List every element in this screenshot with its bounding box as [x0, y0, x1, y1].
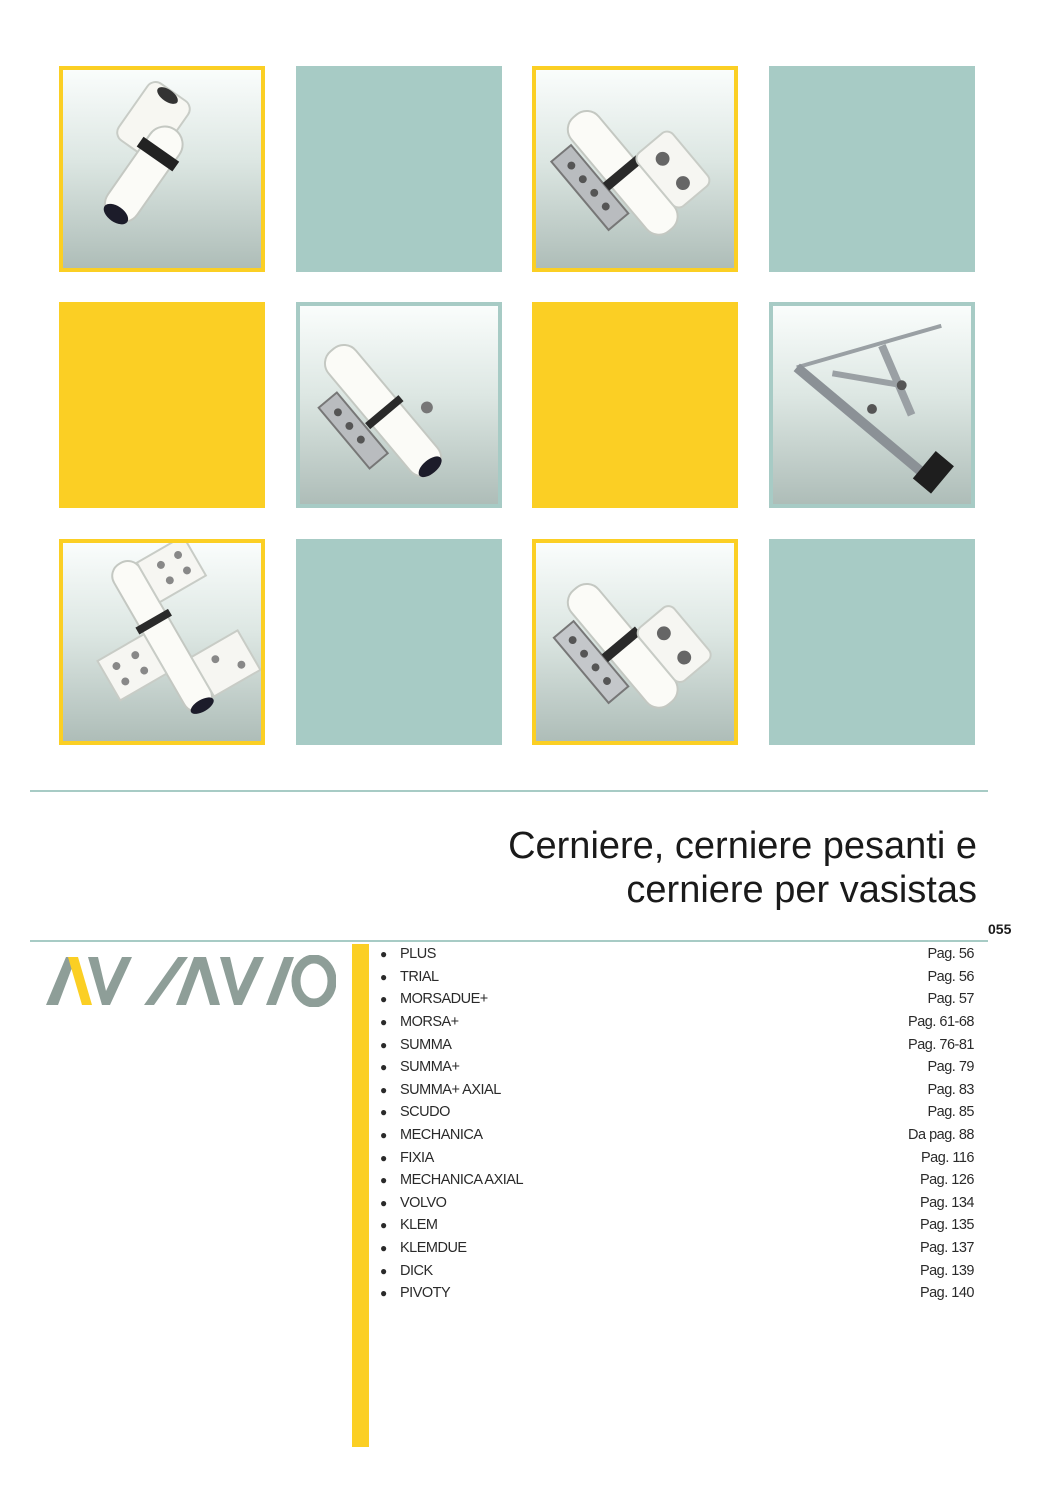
color-tile [296, 66, 502, 272]
bullet-icon: ● [380, 1060, 387, 1075]
list-item[interactable]: ● MORSADUE+ Pag. 57 [380, 991, 974, 1008]
bullet-icon: ● [380, 1286, 387, 1301]
heavy-hinge-plate-icon [536, 543, 734, 741]
color-tile [296, 539, 502, 745]
color-tile [532, 302, 738, 508]
list-item[interactable]: ● VOLVO Pag. 134 [380, 1194, 974, 1211]
bullet-icon: ● [380, 1195, 387, 1210]
list-item[interactable]: ● MORSA+ Pag. 61-68 [380, 1014, 974, 1031]
bullet-icon: ● [380, 1015, 387, 1030]
bullet-icon: ● [380, 1037, 387, 1052]
title-line-1: Cerniere, cerniere pesanti e [508, 825, 977, 867]
page-title [508, 824, 977, 912]
list-item[interactable]: ● PLUS Pag. 56 [380, 946, 974, 963]
list-item[interactable]: ● FIXIA Pag. 116 [380, 1149, 974, 1166]
top-divider [30, 790, 988, 792]
bullet-icon: ● [380, 1082, 387, 1097]
av-savio-logo [44, 955, 336, 1007]
page-number: 055 [988, 921, 1012, 937]
list-item[interactable]: ● SUMMA+ Pag. 79 [380, 1059, 974, 1076]
flag-hinge-icon [63, 543, 261, 741]
bullet-icon: ● [380, 1263, 387, 1278]
list-item[interactable]: ● PIVOTY Pag. 140 [380, 1285, 974, 1302]
hinge-clamp-icon [300, 306, 498, 504]
index-divider [30, 940, 988, 942]
bullet-icon: ● [380, 1241, 387, 1256]
list-item[interactable]: ● KLEM Pag. 135 [380, 1217, 974, 1234]
bullet-icon: ● [380, 947, 387, 962]
bullet-icon: ● [380, 1173, 387, 1188]
list-item[interactable]: ● SUMMA+ AXIAL Pag. 83 [380, 1081, 974, 1098]
list-item[interactable]: ● SUMMA Pag. 76-81 [380, 1036, 974, 1053]
product-index [380, 943, 974, 1305]
product-photo-tile [532, 539, 738, 745]
color-tile [769, 539, 975, 745]
bullet-icon: ● [380, 969, 387, 984]
product-photo-tile [59, 66, 265, 272]
transom-arm-icon [773, 306, 971, 504]
product-photo-tile [296, 302, 502, 508]
color-tile [769, 66, 975, 272]
product-photo-tile [769, 302, 975, 508]
bullet-icon: ● [380, 1218, 387, 1233]
color-tile [59, 302, 265, 508]
heavy-hinge-plate-icon [536, 70, 734, 268]
bullet-icon: ● [380, 992, 387, 1007]
accent-bar [352, 944, 369, 1447]
hinge-white-icon [63, 70, 261, 268]
product-photo-tile [532, 66, 738, 272]
bullet-icon: ● [380, 1128, 387, 1143]
bullet-icon: ● [380, 1105, 387, 1120]
product-photo-tile [59, 539, 265, 745]
list-item[interactable]: ● KLEMDUE Pag. 137 [380, 1240, 974, 1257]
title-line-2: cerniere per vasistas [626, 869, 977, 911]
list-item[interactable]: ● SCUDO Pag. 85 [380, 1104, 974, 1121]
list-item[interactable]: ● MECHANICA Da pag. 88 [380, 1127, 974, 1144]
list-item[interactable]: ● TRIAL Pag. 56 [380, 968, 974, 985]
list-item[interactable]: ● DICK Pag. 139 [380, 1262, 974, 1279]
bullet-icon: ● [380, 1150, 387, 1165]
list-item[interactable]: ● MECHANICA AXIAL Pag. 126 [380, 1172, 974, 1189]
